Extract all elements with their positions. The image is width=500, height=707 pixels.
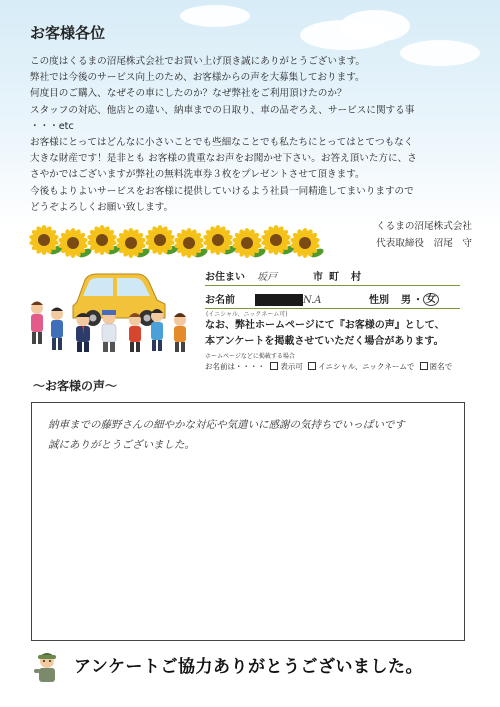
sunflower-garland	[28, 224, 328, 258]
name-row[interactable]	[205, 289, 460, 309]
company-signature	[376, 218, 472, 252]
intro-line: この度はくるまの沼尾株式会社でお買い上げ頂き誠にありがとうございます。	[30, 56, 366, 67]
name-value[interactable]: N.A	[303, 295, 322, 306]
company-name: くるまの沼尾株式会社	[376, 221, 472, 232]
intro-text	[30, 54, 480, 216]
company-representative: 代表取締役 沼尾 守	[376, 238, 472, 249]
option-anonymous: 匿名で	[429, 362, 453, 371]
voice-textarea[interactable]	[31, 402, 465, 641]
intro-line: 弊社では今後のサービス向上のため、お客様からの声を大募集しております。	[30, 72, 365, 84]
checkbox-anonymous[interactable]	[420, 362, 428, 370]
address-value[interactable]: 坂戸	[257, 272, 277, 283]
voice-handwritten-text	[48, 415, 448, 455]
intro-line: 大きな財産です！是非とも お客様の貴重なお声をお聞かせ下さい。お答え頂いた方に、さ	[30, 153, 417, 165]
voice-line: 納車までの藤野さんの細やかな対応や気遣いに感謝の気持ちでいっぱいです	[48, 419, 405, 431]
page-title: お客様各位	[30, 24, 106, 42]
gender-label: 性別	[369, 295, 389, 306]
intro-line: お客様にとってはどんなに小さいことでも些細なことでも私たちにとってはとてつもなく	[30, 137, 414, 149]
intro-line: ・・・etc	[30, 120, 74, 132]
gender-male[interactable]: 男	[401, 295, 411, 306]
sunflower-icon	[28, 224, 328, 260]
option-initial: イニシャル、ニックネームで	[318, 362, 415, 371]
gender-female[interactable]: 女	[423, 293, 439, 306]
intro-line: さやかではございますが弊社の無料洗車券３枚をプレゼントさせて頂きます。	[30, 169, 365, 181]
intro-line: どうぞよろしくお願い致します。	[30, 201, 174, 213]
sunflower-icon	[290, 228, 325, 259]
city-label: 市	[313, 272, 323, 283]
mechanic-mascot-icon	[30, 651, 64, 685]
thanks-message: アンケートご協力ありがとうございました。	[74, 657, 423, 677]
intro-line: 何度目のご購入、なぜその車にしたのか？なぜ弊社をご利用頂けたのか？	[30, 88, 347, 100]
voice-title: ～お客様の声～	[33, 379, 118, 393]
publication-note	[205, 318, 495, 350]
checkbox-initial[interactable]	[308, 362, 316, 370]
name-label: お名前	[205, 295, 235, 306]
publication-small-note: ホームページなどに掲載する場合	[205, 353, 295, 360]
publication-options	[205, 361, 495, 372]
car-mascot-icon	[25, 262, 200, 354]
checkbox-display[interactable]	[270, 362, 278, 370]
address-row[interactable]	[205, 266, 460, 286]
option-display: 表示可	[280, 362, 303, 371]
redacted-name-block	[255, 294, 303, 306]
intro-line: 今後もよりよいサービスをお客様に提供していけるよう社員一同精進してまいりますので	[30, 185, 414, 197]
village-label: 村	[351, 272, 361, 283]
address-label: お住まい	[205, 272, 245, 283]
name-sub-note: (イニシャル、ニックネーム可)	[206, 311, 288, 318]
mascot-illustration	[25, 262, 200, 354]
voice-line: 誠にありがとうございました。	[48, 439, 195, 451]
town-label: 町	[329, 272, 339, 283]
publication-name-prefix: お名前は・・・・	[205, 362, 265, 371]
publication-note-line: 本アンケートを掲載させていただく場合があります。	[205, 336, 444, 347]
gender-separator: ・	[413, 295, 423, 306]
publication-note-line: なお、弊社ホームページにて『お客様の声』として、	[205, 320, 445, 331]
intro-line: スタッフの対応、他店との違い、納車までの日取り、車の品ぞろえ、サービスに関する事	[30, 104, 415, 116]
